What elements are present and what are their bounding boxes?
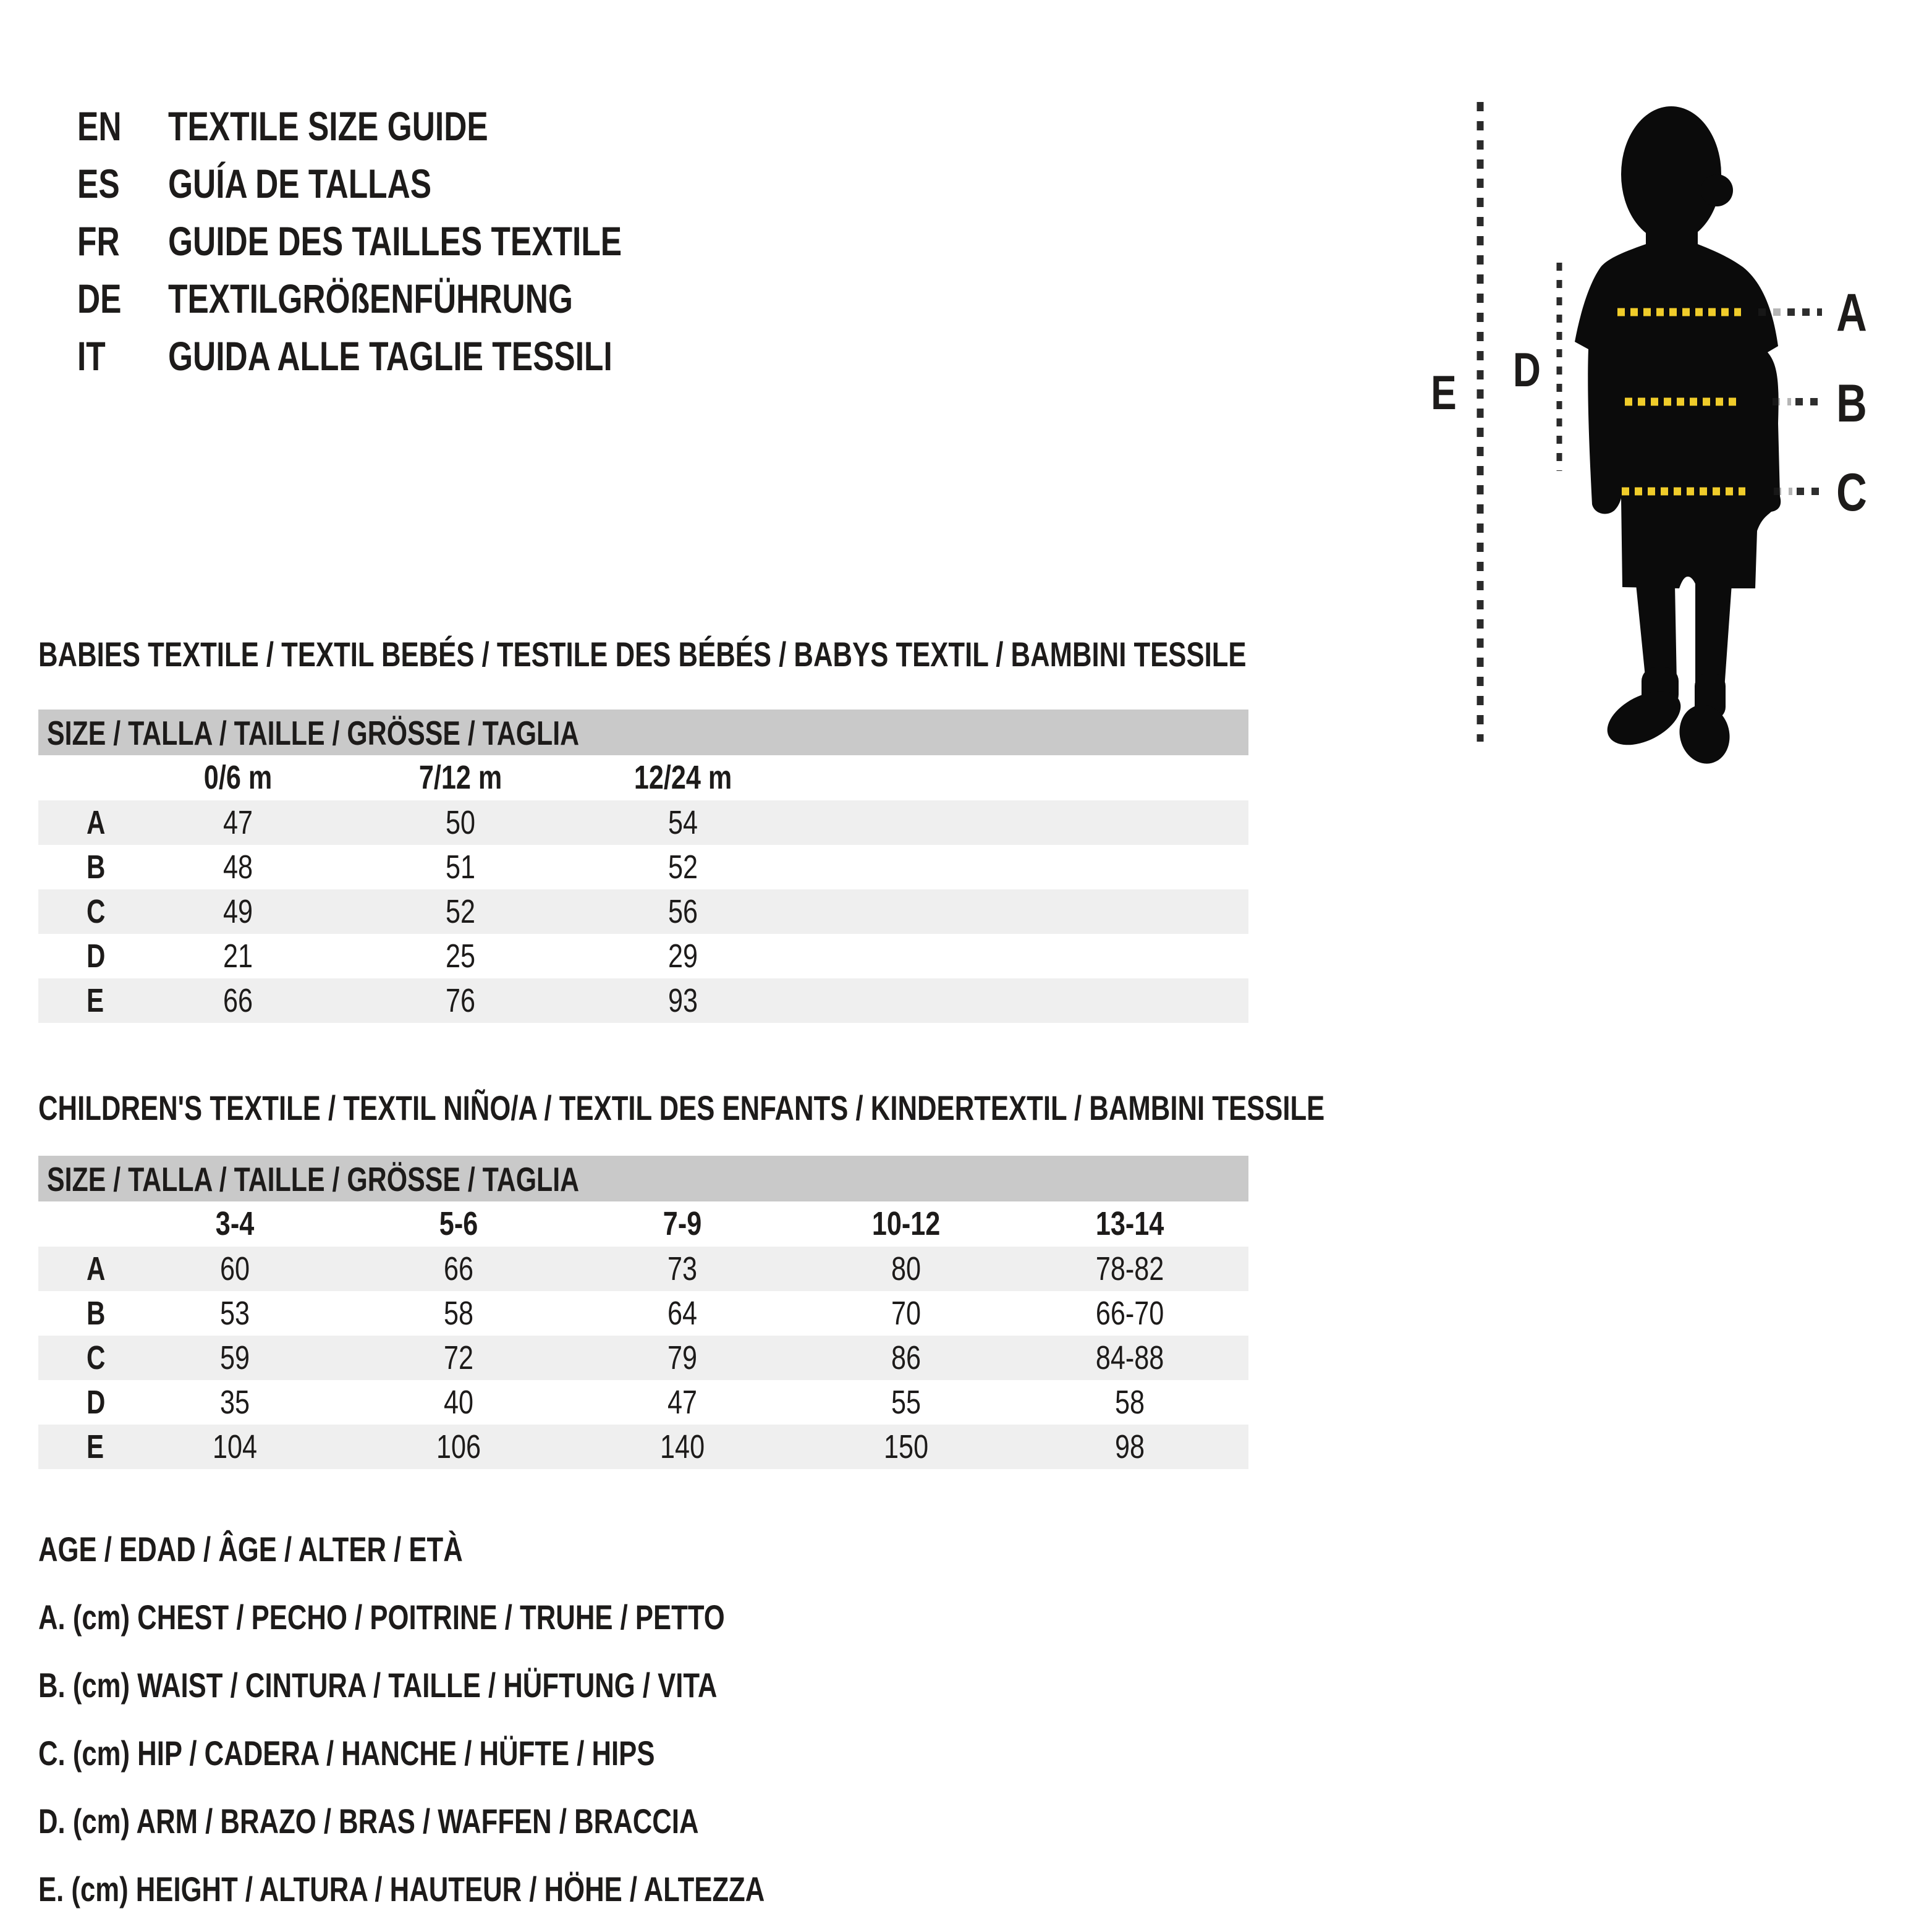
children-col-4: 13-14: [1095, 1205, 1164, 1242]
babies-column-header-row: [38, 755, 1248, 800]
table-row: [38, 800, 1248, 845]
table-row: [38, 845, 1248, 889]
row-label: D: [87, 1384, 106, 1421]
table-row: [38, 1291, 1248, 1336]
page-title-en: TEXTILE SIZE GUIDE: [168, 103, 488, 149]
babies-section-heading: [38, 634, 1587, 674]
lang-code-fr: FR: [77, 218, 120, 264]
cell-value: 47: [667, 1384, 698, 1421]
table-row: [38, 1425, 1248, 1469]
row-label: A: [87, 1250, 106, 1287]
child-silhouette-icon: [1409, 87, 1932, 779]
cell-value: 140: [659, 1428, 705, 1465]
marker-label-c: C: [1836, 462, 1867, 522]
cell-value: 47: [222, 804, 253, 841]
cell-value: 40: [443, 1384, 474, 1421]
cell-value: 52: [667, 849, 698, 886]
table-row: [38, 1247, 1248, 1291]
row-label: E: [87, 1428, 104, 1465]
cell-value: 35: [219, 1384, 250, 1421]
children-section-heading: [38, 1088, 1687, 1128]
marker-label-a: A: [1836, 282, 1867, 342]
cell-value: 60: [219, 1250, 250, 1287]
cell-value: 58: [443, 1295, 474, 1332]
lang-code-it: IT: [77, 333, 106, 379]
children-col-0: 3-4: [215, 1205, 255, 1242]
cell-value: 84-88: [1095, 1339, 1164, 1376]
legend-arm: D. (cm) ARM / BRAZO / BRAS / WAFFEN / BRACCIA: [38, 1802, 699, 1841]
children-col-3: 10-12: [871, 1205, 941, 1242]
babies-col-1: 7/12 m: [418, 759, 502, 796]
children-col-1: 5-6: [439, 1205, 478, 1242]
silhouette-torso: [1575, 244, 1781, 588]
silhouette-ear: [1701, 174, 1733, 206]
marker-label-e: E: [1431, 365, 1457, 420]
cell-value: 66: [443, 1250, 474, 1287]
table-row: [38, 934, 1248, 978]
babies-size-header-text: SIZE / TALLA / TAILLE / GRÖSSE / TAGLIA: [47, 714, 580, 752]
cell-value: 64: [667, 1295, 698, 1332]
cell-value: 56: [667, 893, 698, 930]
children-column-header-row: [38, 1201, 1248, 1247]
row-label: B: [87, 849, 106, 886]
page-title-es: GUÍA DE TALLAS: [168, 161, 432, 206]
cell-value: 98: [1114, 1428, 1145, 1465]
row-label: E: [87, 982, 104, 1019]
cell-value: 52: [445, 893, 476, 930]
lang-code-de: DE: [77, 276, 122, 321]
cell-value: 66-70: [1095, 1295, 1164, 1332]
lang-code-es: ES: [77, 161, 120, 206]
cell-value: 48: [222, 849, 253, 886]
cell-value: 93: [667, 982, 698, 1019]
row-label: C: [87, 1339, 106, 1376]
cell-value: 106: [436, 1428, 481, 1465]
children-heading-text: CHILDREN'S TEXTILE / TEXTIL NIÑO/A / TEXTIL DES ENFANTS / KINDERTEXTIL / BAMBINI TESSILE: [38, 1088, 1325, 1127]
cell-value: 54: [667, 804, 698, 841]
cell-value: 80: [891, 1250, 922, 1287]
table-row: [38, 978, 1248, 1023]
table-row: [38, 1380, 1248, 1425]
babies-col-0: 0/6 m: [203, 759, 273, 796]
measurement-figure: [1409, 87, 1932, 779]
legend-waist: B. (cm) WAIST / CINTURA / TAILLE / HÜFTUNG / VITA: [38, 1666, 718, 1705]
silhouette-right-leg: [1695, 584, 1732, 689]
cell-value: 53: [219, 1295, 250, 1332]
cell-value: 73: [667, 1250, 698, 1287]
silhouette-shapes: [1575, 106, 1781, 769]
row-label: C: [87, 893, 106, 930]
row-label: A: [87, 804, 106, 841]
page-title-it: GUIDA ALLE TAGLIE TESSILI: [168, 333, 612, 379]
cell-value: 29: [667, 938, 698, 975]
table-row: [38, 1336, 1248, 1380]
babies-heading-text: BABIES TEXTILE / TEXTIL BEBÉS / TESTILE DES BÉBÉS / BABYS TEXTIL / BAMBINI TESSILE: [38, 635, 1247, 674]
row-label: D: [87, 938, 106, 975]
marker-label-b: B: [1836, 373, 1867, 433]
children-col-2: 7-9: [663, 1205, 702, 1242]
babies-col-2: 12/24 m: [633, 759, 732, 796]
cell-value: 50: [445, 804, 476, 841]
babies-size-table: [38, 710, 1248, 1025]
cell-value: 21: [222, 938, 253, 975]
cell-value: 78-82: [1095, 1250, 1164, 1287]
cell-value: 66: [222, 982, 253, 1019]
children-size-table: [38, 1156, 1248, 1471]
children-size-header-text: SIZE / TALLA / TAILLE / GRÖSSE / TAGLIA: [47, 1160, 580, 1198]
measurement-legend: [38, 1515, 970, 1923]
cell-value: 58: [1114, 1384, 1145, 1421]
cell-value: 86: [891, 1339, 922, 1376]
babies-table-header-bar: [38, 710, 1248, 755]
cell-value: 79: [667, 1339, 698, 1376]
silhouette-right-shoe: [1674, 700, 1736, 769]
cell-value: 70: [891, 1295, 922, 1332]
marker-label-d: D: [1512, 342, 1541, 397]
table-row: [38, 889, 1248, 934]
cell-value: 59: [219, 1339, 250, 1376]
cell-value: 76: [445, 982, 476, 1019]
cell-value: 49: [222, 893, 253, 930]
legend-chest: A. (cm) CHEST / PECHO / POITRINE / TRUHE / PETTO: [38, 1598, 725, 1637]
lang-code-en: EN: [77, 103, 122, 149]
legend-hip: C. (cm) HIP / CADERA / HANCHE / HÜFTE / HIPS: [38, 1734, 655, 1773]
cell-value: 25: [445, 938, 476, 975]
cell-value: 104: [212, 1428, 258, 1465]
legend-height: E. (cm) HEIGHT / ALTURA / HAUTEUR / HÖHE / ALTEZZA: [38, 1870, 765, 1909]
row-label: B: [87, 1295, 106, 1332]
children-table-header-bar: [38, 1156, 1248, 1201]
cell-value: 150: [883, 1428, 929, 1465]
page-title-fr: GUIDE DES TAILLES TEXTILE: [168, 218, 622, 264]
cell-value: 72: [443, 1339, 474, 1376]
legend-age: AGE / EDAD / ÂGE / ALTER / ETÀ: [38, 1530, 463, 1569]
page-title-de: TEXTILGRÖßENFÜHRUNG: [168, 276, 573, 321]
cell-value: 55: [891, 1384, 922, 1421]
cell-value: 51: [445, 849, 476, 886]
